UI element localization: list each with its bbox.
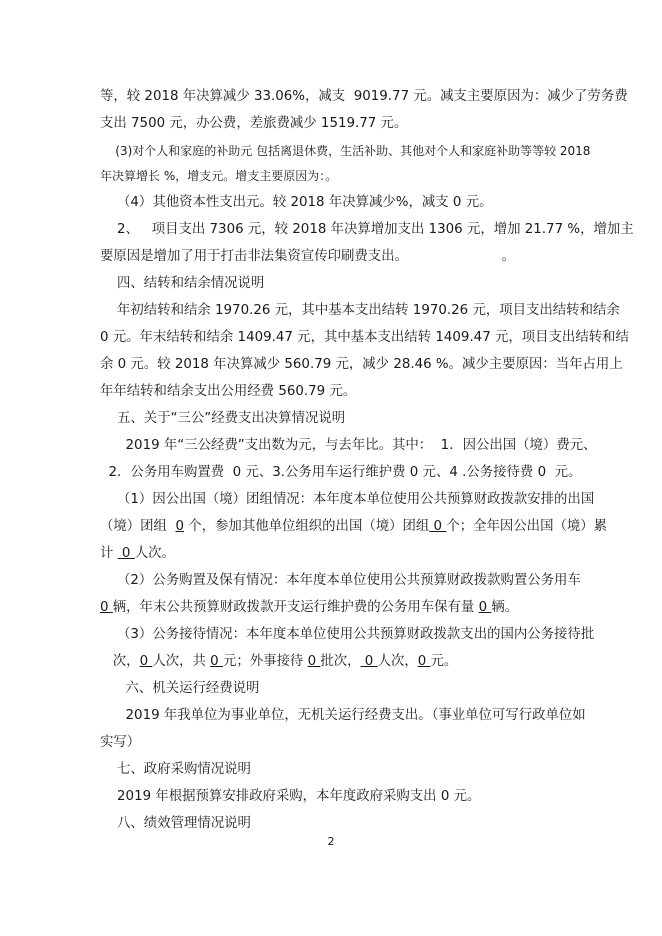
text-line: 年决算增长 %，增支元。增支主要原因为：。	[100, 169, 338, 183]
text-segment: 批次，	[320, 654, 361, 669]
text-line-count	[100, 545, 175, 563]
text-segment: 元；外事接待	[222, 654, 308, 669]
text-line: 等，较 2018 年决算减少 33.06%，减支 9019.77 元。减支主要原因为：减少了劳务费	[100, 89, 628, 104]
text-line: 年初结转和结余 1970.26 元，其中基本支出结转 1970.26 元，项目支出结转和结余	[100, 303, 620, 318]
text-segment: 辆。	[491, 600, 519, 615]
section-heading: 七、政府采购情况说明	[100, 762, 251, 777]
text-line: 2019 年根据预算安排政府采购，本年度政府采购支出 0 元。	[100, 789, 481, 804]
text-segment: 计	[100, 546, 118, 561]
text-line: 2．公务用车购置费 0 元、3.公务用车运行维护费 0 元、4 .公务接待费 0 元。	[100, 465, 582, 480]
section-heading: 五、关于“三公”经费支出决算情况说明	[100, 411, 346, 426]
underlined-value: 0	[478, 600, 492, 615]
page-number: 2	[327, 835, 335, 848]
text-segment: 人次，共	[152, 654, 211, 669]
underlined-value: 0	[139, 654, 153, 669]
underlined-value: 0	[417, 654, 431, 669]
text-line: 余 0 元。较 2018 年决算减少 560.79 元，减少 28.46 %。减少主要原因：当年占用上	[100, 357, 623, 372]
text-line: （2）公务购置及保有情况：本年度本单位使用公共预算财政拨款购置公务用车	[100, 573, 581, 588]
text-segment: 人次，	[377, 654, 418, 669]
underlined-value: 0	[117, 546, 135, 561]
text-segment: 人次。	[134, 546, 175, 561]
text-line: （3）公务接待情况：本年度本单位使用公共预算财政拨款支出的国内公务接待批	[100, 627, 595, 642]
text-line: 0 元。年末结转和结余 1409.47 元，其中基本支出结转 1409.47 元，项目支出结转和结	[100, 330, 629, 345]
text-segment: （境）团组	[100, 519, 176, 534]
text-line: 2019 年“三公经费”支出数为元，与去年比。其中： 1．因公出国（境）费元、	[100, 438, 597, 453]
text-segment: 个；全年因公出国（境）累	[446, 519, 608, 534]
text-line: 要原因是增加了用于打击非法集资宣传印刷费支出。 。	[100, 249, 516, 264]
section-heading: 八、绩效管理情况说明	[100, 816, 251, 831]
text-line: (3)对个人和家庭的补助元 包括离退休费，生活补助、其他对个人和家庭补助等等较 2018	[100, 144, 591, 158]
text-line: 2、 项目支出 7306 元，较 2018 年决算增加支出 1306 元，增加 21.77 %，增加主	[100, 222, 634, 237]
underlined-value: 0	[100, 600, 113, 615]
underlined-value: 0	[307, 654, 321, 669]
text-line: （4）其他资本性支出元。较 2018 年决算减少%，减支 0 元。	[100, 195, 493, 210]
text-line-cars	[100, 599, 518, 617]
text-segment: 元。	[430, 654, 458, 669]
text-line-groups	[100, 518, 607, 536]
underlined-value: 0	[429, 519, 447, 534]
section-heading: 四、结转和结余情况说明	[100, 276, 265, 291]
underlined-value: 0	[360, 654, 378, 669]
underlined-value: 0	[175, 519, 184, 534]
text-line: （1）因公出国（境）团组情况：本年度本单位使用公共预算财政拨款安排的出国	[100, 492, 595, 507]
text-segment: 辆，年末公共预算财政拨款开支运行维护费的公务用车保有量	[112, 600, 479, 615]
text-segment: 次，	[100, 654, 140, 669]
underlined-value: 0	[210, 654, 223, 669]
text-segment: 个，参加其他单位组织的出国（境）团组	[184, 519, 430, 534]
text-line: 2019 年我单位为事业单位，无机关运行经费支出。（事业单位可写行政单位如	[100, 708, 586, 723]
text-line-reception	[100, 653, 457, 671]
section-heading: 六、机关运行经费说明	[100, 681, 260, 696]
text-line: 支出 7500 元，办公费，差旅费减少 1519.77 元。	[100, 116, 408, 131]
text-line: 年年结转和结余支出公用经费 560.79 元。	[100, 384, 357, 399]
text-line: 实写）	[100, 735, 141, 750]
